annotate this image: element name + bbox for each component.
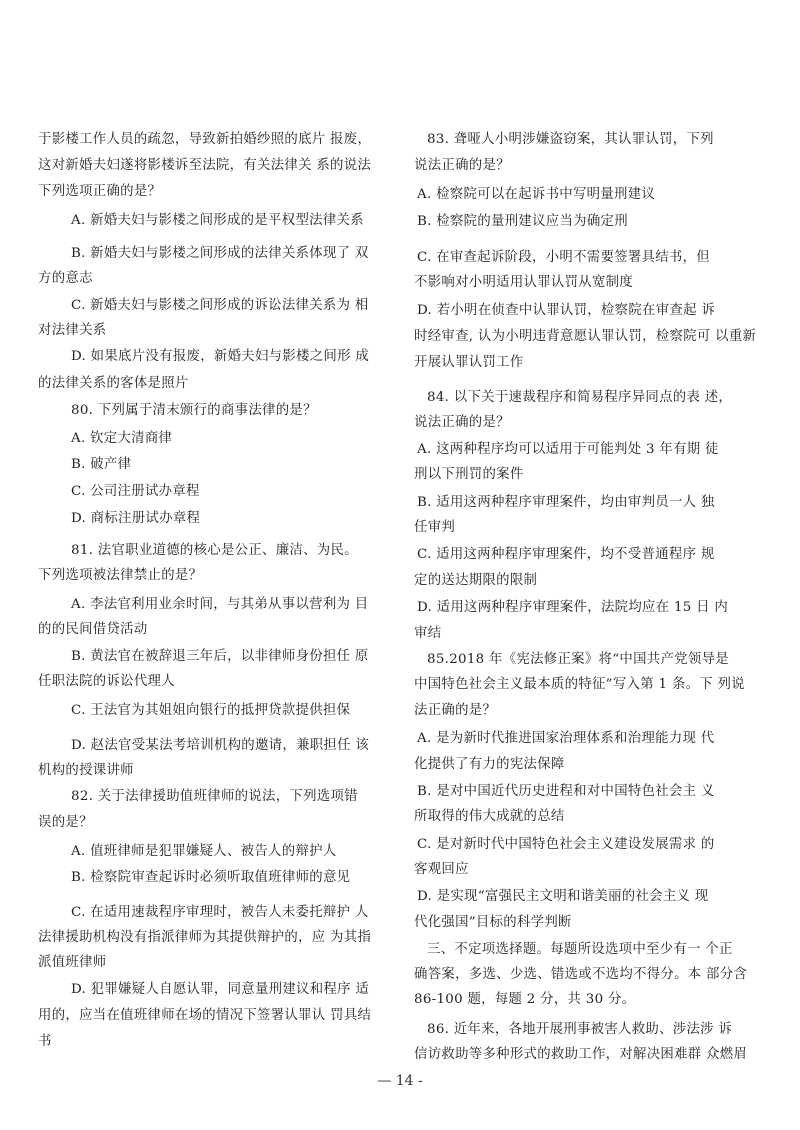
question-stem: 83. 聋哑人小明涉嫌盗窃案，其认罪认罚，下列 (427, 132, 714, 147)
question-stem-cont: 信访救助等多种形式的救助工作，对解决困难群 众燃眉 (414, 1047, 748, 1062)
option-d: D. 若小明在侦查中认罪认罚，检察院在审查起 诉 (417, 303, 716, 318)
option-d-cont: 审结 (414, 626, 442, 641)
option-b: B. 黄法官在被辞退三年后，以非律师身份担任 原 (71, 649, 369, 664)
option-d: D. 是实现“富强民主文明和谐美丽的社会主义 现 (417, 889, 709, 904)
option-b-cont: 任审判 (414, 520, 456, 535)
option-d: D. 如果底片没有报废，新婚夫妇与影楼之间形 成 (71, 349, 370, 364)
question-stem: 80. 下列属于清末颁行的商事法律的是？ (71, 403, 317, 418)
option-d-cont: 开展认罪认罚工作 (414, 355, 524, 370)
option-b-cont: 方的意志 (38, 271, 93, 286)
option-d-cont: 书 (38, 1034, 52, 1049)
option-d: D. 犯罪嫌疑人自愿认罪，同意量刑建议和程序 适 (71, 982, 370, 997)
option-d-cont: 用的，应当在值班律师在场的情况下签署认罪认 罚具结 (38, 1008, 372, 1023)
option-c: C. 王法官为其姐姐向银行的抵押贷款提供担保 (71, 703, 351, 718)
option-c: C. 适用这两种程序审理案件，均不受普通程序 规 (417, 547, 715, 562)
section-text: 86-100 题，每题 2 分，共 30 分。 (414, 992, 636, 1007)
option-c-cont: 派值班律师 (38, 955, 107, 970)
option-b: B. 是对中国近代历史进程和对中国特色社会主 义 (417, 784, 715, 799)
question-stem: 81. 法官职业道德的核心是公正、廉洁、为民。 (71, 543, 358, 558)
option-d-cont: 代化强国”目标的科学判断 (414, 915, 572, 930)
option-b-cont: 任职法院的诉讼代理人 (38, 674, 175, 689)
option-b: B. 检察院的量刑建议应当为确定刑 (417, 214, 628, 229)
question-stem: 82. 关于法律援助值班律师的说法，下列选项错 (71, 789, 358, 804)
question-stem: 84. 以下关于速裁程序和简易程序异同点的表 述， (427, 390, 733, 405)
option-d: D. 赵法官受某法考培训机构的邀请，兼职担任 该 (71, 738, 370, 753)
option-c: C. 是对新时代中国特色社会主义建设发展需求 的 (417, 837, 715, 852)
option-a: A. 检察院可以在起诉书中写明量刑建议 (417, 187, 656, 202)
option-d-cont: 时经审查, 认为小明违背意愿认罪认罚，检察院可 以重新 (414, 329, 757, 344)
option-d-cont: 的法律关系的客体是照片 (38, 376, 189, 391)
option-c-cont: 客观回应 (414, 862, 469, 877)
option-a-cont: 的的民间借贷活动 (38, 622, 148, 637)
page-number: — 14 - (377, 1073, 423, 1089)
section-text: 三、不定项选择题。每题所设选项中至少有一 个正 (427, 942, 733, 957)
question-stem-cont: 说法正确的是？ (414, 415, 510, 430)
question-stem-cont: 说法正确的是？ (414, 158, 510, 173)
question-stem-cont: 误的是？ (38, 815, 93, 830)
option-a: A. 值班律师是犯罪嫌疑人、被告人的辩护人 (71, 844, 337, 859)
option-b: B. 检察院审查起诉时必须听取值班律师的意见 (71, 870, 351, 885)
option-d: D. 适用这两种程序审理案件，法院均应在 15 日 内 (417, 600, 729, 615)
question-stem: 86. 近年来，各地开展刑事被害人救助、涉法涉 诉 (427, 1022, 733, 1037)
option-a-cont: 刑以下刑罚的案件 (414, 467, 524, 482)
option-b: B. 适用这两种程序审理案件，均由审判员一人 独 (417, 495, 715, 510)
option-a: A. 钦定大清商律 (71, 431, 173, 446)
option-c-cont: 定的送达期限的限制 (414, 573, 538, 588)
option-c: C. 在审查起诉阶段，小明不需要签署具结书，但 (417, 250, 710, 265)
option-c: C. 公司注册试办章程 (71, 484, 200, 499)
question-stem: 85.2018 年《宪法修正案》将“中国共产党领导是 (427, 652, 729, 667)
option-c-cont: 法律援助机构没有指派律师为其提供辩护的，应 为其指 (38, 930, 372, 945)
question-stem-cont: 下列选项被法律禁止的是？ (38, 568, 203, 583)
option-a: A. 新婚夫妇与影楼之间形成的是平权型法律关系 (71, 213, 364, 228)
question-text-line: 下列选项正确的是？ (38, 184, 162, 199)
option-b: B. 破产律 (71, 457, 132, 472)
option-d: D. 商标注册试办章程 (71, 511, 201, 526)
option-c-cont: 对法律关系 (38, 323, 107, 338)
question-text-line: 这对新婚夫妇遂将影楼诉至法院，有关法律关 系的说法 (38, 158, 372, 173)
option-a: A. 是为新时代推进国家治理体系和治理能力现 代 (417, 731, 715, 746)
question-stem-cont: 中国特色社会主义最本质的特征”写入第 1 条。下 列说 (414, 677, 745, 692)
option-b: B. 新婚夫妇与影楼之间形成的法律关系体现了 双 (71, 246, 369, 261)
option-d-cont: 机构的授课讲师 (38, 763, 134, 778)
option-c-cont: 不影响对小明适用认罪认罚从宽制度 (414, 275, 634, 290)
question-stem-cont: 法正确的是？ (414, 703, 497, 718)
option-a-cont: 化提供了有力的宪法保障 (414, 757, 565, 772)
option-a: A. 这两种程序均可以适用于可能判处 3 年有期 徒 (417, 442, 719, 457)
question-text-line: 于影楼工作人员的疏忽，导致新拍婚纱照的底片 报废， (38, 132, 372, 147)
option-b-cont: 所取得的伟大成就的总结 (414, 809, 565, 824)
option-c: C. 在适用速裁程序审理时，被告人未委托辩护 人 (71, 905, 369, 920)
option-a: A. 李法官利用业余时间，与其弟从事以营利为 目 (71, 597, 369, 612)
option-c: C. 新婚夫妇与影楼之间形成的诉讼法律关系为 相 (71, 298, 369, 313)
section-text: 确答案，多选、少选、错选或不选均不得分。本 部分含 (414, 967, 748, 982)
